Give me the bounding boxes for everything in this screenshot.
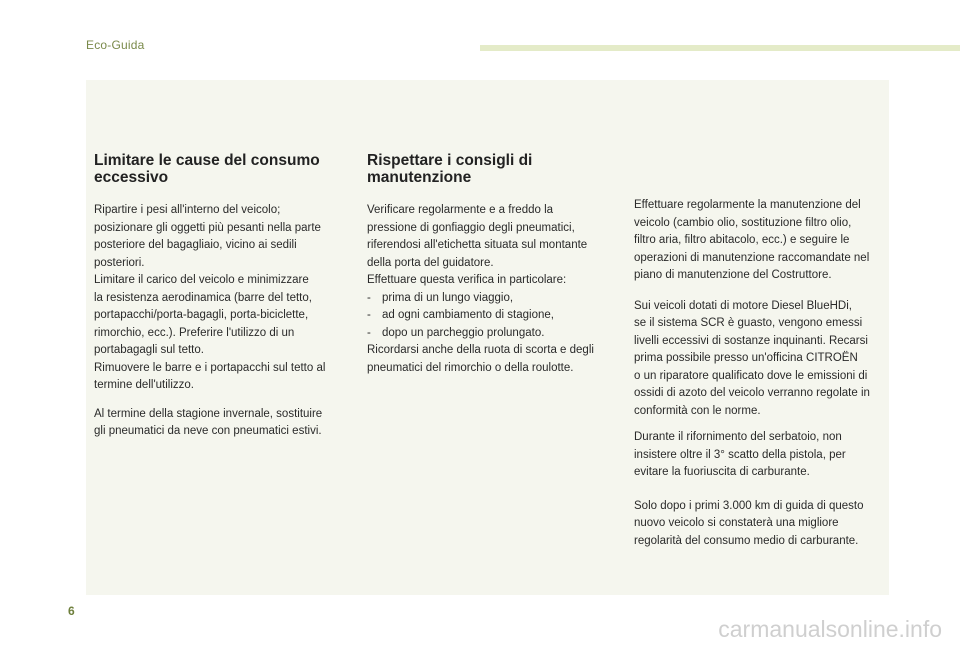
- paragraph-weight-load: Ripartire i pesi all'interno del veicolo; posizionare gli oggetti più pesanti nella parte posteriore del bagagliaio, vicino ai sedili posteriori. Limitare il carico del veicolo e minimizzare la resistenza aerodinamica (barre del tetto, portapacchi/porta-bagagli, porta-biciclette, rimorchio, ecc.). Preferire l'utilizzo di un portabagagli sul tetto. Rimuovere le barre e i portapacchi sul tetto al termine dell'utilizzo.: [94, 204, 326, 391]
- bullet-list: [367, 290, 607, 343]
- heading-maintenance: Rispettare i consigli di manutenzione: [367, 152, 533, 186]
- list-item: - ad ogni cambiamento di stagione,: [367, 309, 554, 321]
- column-consumption: [94, 152, 342, 452]
- list-item: - dopo un parcheggio prolungato.: [367, 326, 545, 339]
- watermark: carmanualsonline.info: [718, 616, 942, 642]
- column-maintenance: [367, 152, 607, 388]
- column-right: [634, 197, 884, 561]
- paragraph-scr-system: Sui veicoli dotati di motore Diesel BlueHDi, se il sistema SCR è guasto, vengono emessi livelli eccessivi di sostanze inquinanti. Recarsi prima possibile presso un'officina CITROËN o un riparatore qualificato dove le emissioni di ossidi di azoto del veicolo verranno regolate in conformità con le norme.: [634, 299, 870, 417]
- paragraph-running-in: Solo dopo i primi 3.000 km di guida di questo nuovo veicolo si constaterà una migliore regolarità del consumo medio di carburante.: [634, 499, 864, 547]
- content-panel: [86, 80, 889, 595]
- page-number: 6: [68, 604, 75, 618]
- header-accent-bar: [480, 45, 960, 51]
- section-title: Eco-Guida: [86, 38, 145, 52]
- paragraph-tyre-pressure: Verificare regolarmente e a freddo la pressione di gonfiaggio degli pneumatici, riferendosi all'etichetta situata sul montante della porta del guidatore. Effettuare questa verifica in particolare:: [367, 204, 588, 286]
- list-item: - prima di un lungo viaggio,: [367, 291, 514, 304]
- paragraph-winter-tyres: Al termine della stagione invernale, sostituire gli pneumatici da neve con pneumatici estivi.: [94, 407, 323, 437]
- paragraph-spare-wheel: Ricordarsi anche della ruota di scorta e degli pneumatici del rimorchio o della roulotte.: [367, 344, 594, 374]
- heading-consumption: Limitare le cause del consumo eccessivo: [94, 152, 320, 186]
- paragraph-refuelling: Durante il rifornimento del serbatoio, non insistere oltre il 3° scatto della pistola, per evitare la fuoriuscita di carburante.: [634, 431, 846, 478]
- paragraph-service: Effettuare regolarmente la manutenzione del veicolo (cambio olio, sostituzione filtro olio, filtro aria, filtro abitacolo, ecc.) e seguire le operazioni di manutenzione raccomandate nel piano di manutenzione del Costruttore.: [634, 199, 870, 281]
